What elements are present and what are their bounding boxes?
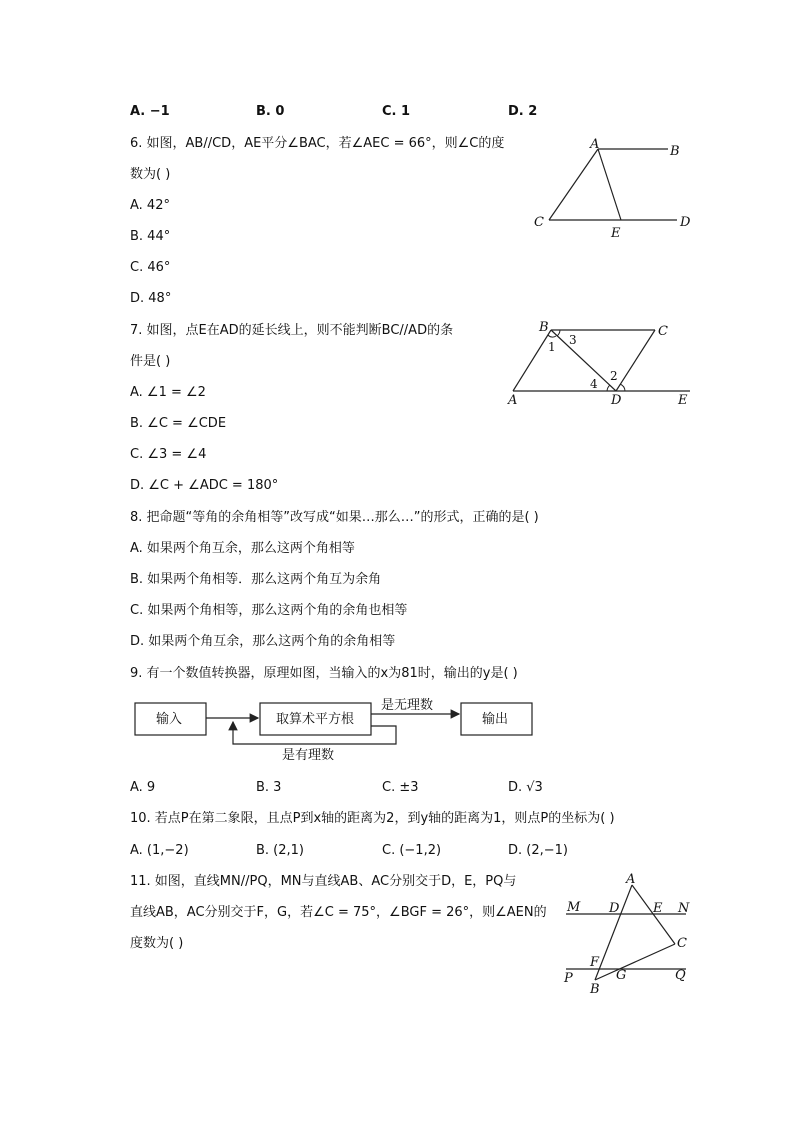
- q11-label-p: P: [564, 971, 573, 986]
- q7-stem-line2: 件是( ): [130, 354, 171, 369]
- q8-option-a: A. 如果两个角互余，那么这两个角相等: [130, 541, 355, 556]
- q6-line-ae: [598, 149, 621, 220]
- q7-option-c: C. ∠3 = ∠4: [130, 447, 207, 462]
- q7-line-ab: [513, 330, 551, 391]
- q5-option-c: C. 1: [382, 104, 411, 119]
- q6-option-a: A. 42°: [130, 198, 170, 213]
- q11-label-f: F: [590, 955, 600, 970]
- q7-label-2: 2: [610, 369, 618, 383]
- q10-option-d: D. (2,−1): [508, 843, 568, 858]
- q9-option-c: C. ±3: [382, 780, 419, 795]
- q9-option-a: A. 9: [130, 780, 156, 795]
- q7-label-b: B: [539, 320, 549, 335]
- q7-option-b: B. ∠C = ∠CDE: [130, 416, 227, 431]
- q11-stem-line3: 度数为( ): [130, 936, 184, 951]
- q11-stem-line1: 11. 如图，直线MN//PQ，MN与直线AB、AC分别交于D，E，PQ与: [130, 874, 517, 889]
- q7-option-a: A. ∠1 = ∠2: [130, 385, 206, 400]
- flow-input-label: 输入: [156, 712, 183, 727]
- q11-label-a: A: [626, 872, 636, 887]
- q7-label-3: 3: [569, 333, 577, 347]
- q7-label-a: A: [508, 393, 518, 408]
- q6-stem-line1: 6. 如图，AB//CD，AE平分∠BAC，若∠AEC = 66°，则∠C的度: [130, 136, 505, 151]
- q7-option-d: D. ∠C + ∠ADC = 180°: [130, 478, 279, 493]
- q7-stem-line1: 7. 如图，点E在AD的延长线上，则不能判断BC//AD的条: [130, 323, 454, 338]
- q9-option-b: B. 3: [256, 780, 282, 795]
- q8-stem: 8. 把命题“等角的余角相等”改写成“如果…那么…”的形式，正确的是( ): [130, 510, 539, 525]
- q7-label-1: 1: [548, 340, 556, 354]
- flow-output-label: 输出: [482, 712, 509, 727]
- q10-stem: 10. 若点P在第二象限，且点P到x轴的距离为2，到y轴的距离为1，则点P的坐标为( ): [130, 811, 615, 826]
- q11-label-g: G: [616, 968, 627, 983]
- q7-angle-arc-1: [548, 335, 556, 337]
- q11-label-n: N: [678, 901, 690, 916]
- q7-label-e: E: [678, 393, 688, 408]
- q11-stem-line2: 直线AB，AC分别交于F，G，若∠C = 75°，∠BGF = 26°，则∠AEN的: [130, 905, 547, 920]
- q7-label-4: 4: [590, 377, 598, 391]
- q11-label-m: M: [567, 900, 581, 915]
- q10-option-b: B. (2,1): [256, 843, 305, 858]
- q11-label-d: D: [609, 901, 620, 916]
- q6-option-d: D. 48°: [130, 291, 172, 306]
- q8-option-c: C. 如果两个角相等，那么这两个角的余角也相等: [130, 603, 408, 618]
- q6-label-a: A: [590, 137, 600, 152]
- q11-label-c: C: [677, 936, 687, 951]
- q6-label-d: D: [680, 215, 691, 230]
- q6-label-b: B: [670, 144, 680, 159]
- q7-angle-arc-4: [607, 385, 610, 391]
- q9-stem: 9. 有一个数值转换器，原理如图，当输入的x为81时，输出的y是( ): [130, 666, 518, 681]
- q11-label-e: E: [653, 901, 663, 916]
- q7-line-cd: [616, 330, 655, 391]
- q11-label-b: B: [590, 982, 600, 997]
- q5-option-d: D. 2: [508, 104, 538, 119]
- flow-rational-label: 是有理数: [282, 748, 335, 763]
- q8-option-d: D. 如果两个角互余，那么这两个角的余角相等: [130, 634, 396, 649]
- q7-line-bd: [551, 330, 616, 391]
- flow-process-label: 取算术平方根: [276, 712, 355, 727]
- q8-option-b: B. 如果两个角相等．那么这两个角互为余角: [130, 572, 382, 587]
- q6-label-c: C: [534, 215, 544, 230]
- q6-option-c: C. 46°: [130, 260, 171, 275]
- q7-angle-arc-3: [557, 330, 560, 336]
- q11-figure: [558, 868, 698, 998]
- q6-figure: [525, 132, 700, 244]
- q6-line-ac: [549, 149, 598, 220]
- q5-option-a: A. −1: [130, 104, 170, 119]
- q6-option-b: B. 44°: [130, 229, 171, 244]
- q5-option-b: B. 0: [256, 104, 285, 119]
- q11-label-q: Q: [675, 968, 686, 983]
- q7-angle-arc-2: [620, 384, 625, 391]
- q7-label-d: D: [611, 393, 622, 408]
- q6-label-e: E: [611, 226, 621, 241]
- q7-figure: [500, 318, 700, 410]
- flow-irrational-label: 是无理数: [381, 698, 434, 713]
- q9-flowchart: [125, 692, 545, 766]
- q6-stem-line2: 数为( ): [130, 167, 171, 182]
- q7-label-c: C: [658, 324, 668, 339]
- q10-option-a: A. (1,−2): [130, 843, 189, 858]
- q9-option-d: D. √3: [508, 780, 543, 795]
- q10-option-c: C. (−1,2): [382, 843, 442, 858]
